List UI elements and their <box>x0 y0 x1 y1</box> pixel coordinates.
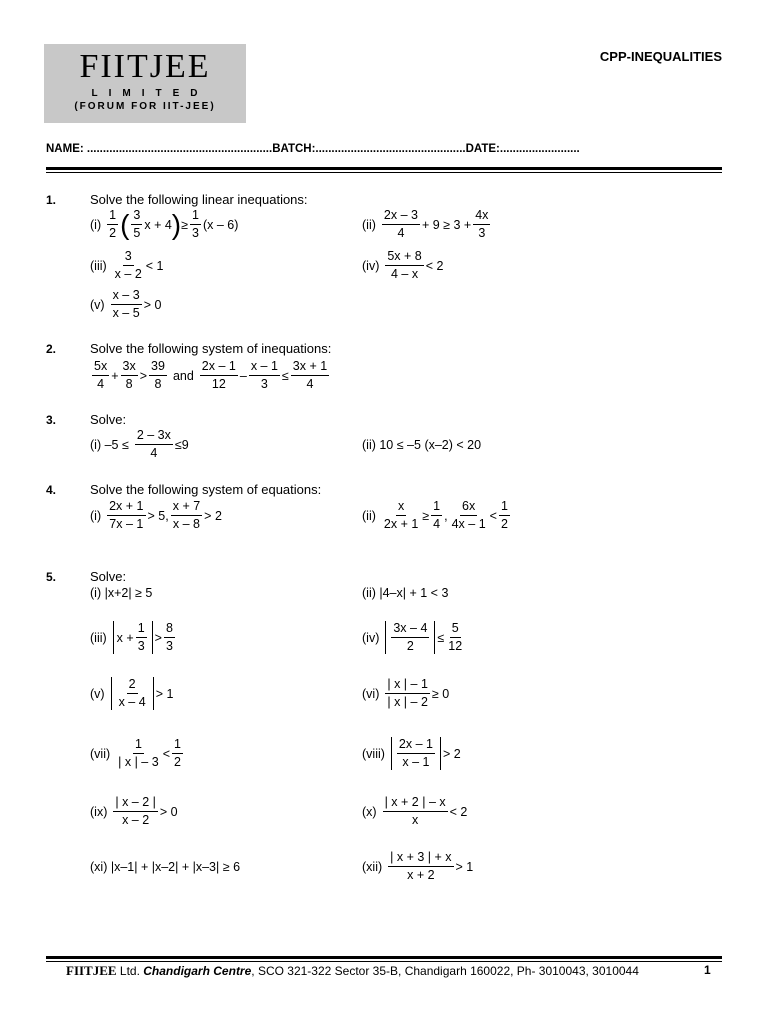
logo-limited: LIMITED <box>91 88 209 99</box>
q1-part-ii: (ii) $\frac{2x - 3}{4}$ + 9 ≥ 3 + $\frac{4x}{3}$ <box>362 208 489 240</box>
q5-part-xii: (xii) $\frac{| x + 3 | + x}{x + 2}$ > 1 <box>362 850 474 882</box>
q5-part-iv: (iv) $\frac{3x - 4}{2}$ ≤ $\frac{5}{12}$ <box>362 621 463 653</box>
q5-part-xi: (xi) |x–1| + |x–2| + |x–3| ≥ 6 <box>90 860 241 874</box>
q4-part-i: (i) $\frac{2x + 1}{7x - 1}$ > 5, $\frac{x + 7}{x - 8}$ > 2 <box>90 499 222 531</box>
q3-part-ii: (ii) 10 ≤ –5 (x–2) < 20 <box>362 438 482 452</box>
header-rule-thin <box>46 172 722 173</box>
q5-part-ix: (ix) $\frac{| x - 2 |}{x - 2}$ > 0 <box>90 795 178 827</box>
q4-number: 4. <box>46 483 57 497</box>
q5-part-viii: (viii) $\frac{2x - 1}{x - 1}$ > 2 <box>362 737 461 769</box>
logo-name: FIITJEE <box>79 48 211 85</box>
q5-number: 5. <box>46 570 57 584</box>
q5-text: Solve: <box>90 569 127 584</box>
q1-part-i: (i) $\frac{1}{2}$ ( $\frac{3}{5}$ x + 4 ) ≥ $\frac{1}{3}$ (x – 6) <box>90 208 239 240</box>
footer-brand: FIITJEE <box>66 963 117 978</box>
q5-part-ii: (ii) |4–x| + 1 < 3 <box>362 586 449 600</box>
q2-text: Solve the following system of inequations: <box>90 341 332 356</box>
q5-part-vii: (vii) $\frac{1}{| x | - 3}$ < $\frac{1}{2}$ <box>90 737 181 769</box>
q3-part-i: (i) –5 ≤ $\frac{2 - 3x}{4}$ ≤9 <box>90 428 189 460</box>
q4-text: Solve the following system of equations: <box>90 482 322 497</box>
q3-number: 3. <box>46 413 57 427</box>
q2-system: $\frac{5x}{4}$ + $\frac{3x}{8}$ > $\frac{39}{8}$ and $\frac{2x - 1}{12}$ – $\frac{x - 1}{3}$ ≤ $\frac{3x + 1}{4}$ <box>94 359 328 391</box>
document-title: CPP-INEQUALITIES <box>599 49 722 64</box>
footer-rule-thin <box>46 961 722 962</box>
q5-part-v: (v) $\frac{2}{x - 4}$ > 1 <box>90 677 174 709</box>
footer-rule-thick <box>46 956 722 959</box>
q1-part-v: (v) $\frac{x - 3}{x - 5}$ > 0 <box>90 288 162 320</box>
q1-part-iii: (iii) $\frac{3}{x - 2}$ < 1 <box>90 249 164 281</box>
q5-part-i: (i) |x+2| ≥ 5 <box>90 586 153 600</box>
q4-part-ii: (ii) $\frac{x}{2x + 1}$ ≥ $\frac{1}{4}$ , $\frac{6x}{4x - 1}$ < $\frac{1}{2}$ <box>362 499 508 531</box>
q1-text: Solve the following linear inequations: <box>90 192 308 207</box>
student-info-line: NAME: ..........................................................BATCH:...............................................DATE:......................... <box>46 143 580 155</box>
q1-number: 1. <box>46 193 57 207</box>
fiitjee-logo <box>44 44 246 123</box>
q3-text: Solve: <box>90 412 127 427</box>
header-rule-thick <box>46 167 722 170</box>
footer-centre: Chandigarh Centre <box>143 964 252 978</box>
q5-part-vi: (vi) $\frac{| x | - 1}{| x | - 2}$ ≥ 0 <box>362 677 450 709</box>
q1-part-iv: (iv) $\frac{5x + 8}{4 - x}$ < 2 <box>362 249 444 281</box>
footer-address: FIITJEE Ltd. Chandigarh Centre, SCO 321-322 Sector 35-B, Chandigarh 160022, Ph- 3010043, 3010044 <box>66 963 639 978</box>
q2-number: 2. <box>46 342 57 356</box>
q5-part-iii: (iii) x + $\frac{1}{3}$ > $\frac{8}{3}$ <box>90 621 173 653</box>
q5-part-x: (x) $\frac{| x + 2 | - x}{x}$ < 2 <box>362 795 468 827</box>
page-number: 1 <box>704 963 711 977</box>
logo-forum: (FORUM FOR IIT-JEE) <box>74 101 216 112</box>
